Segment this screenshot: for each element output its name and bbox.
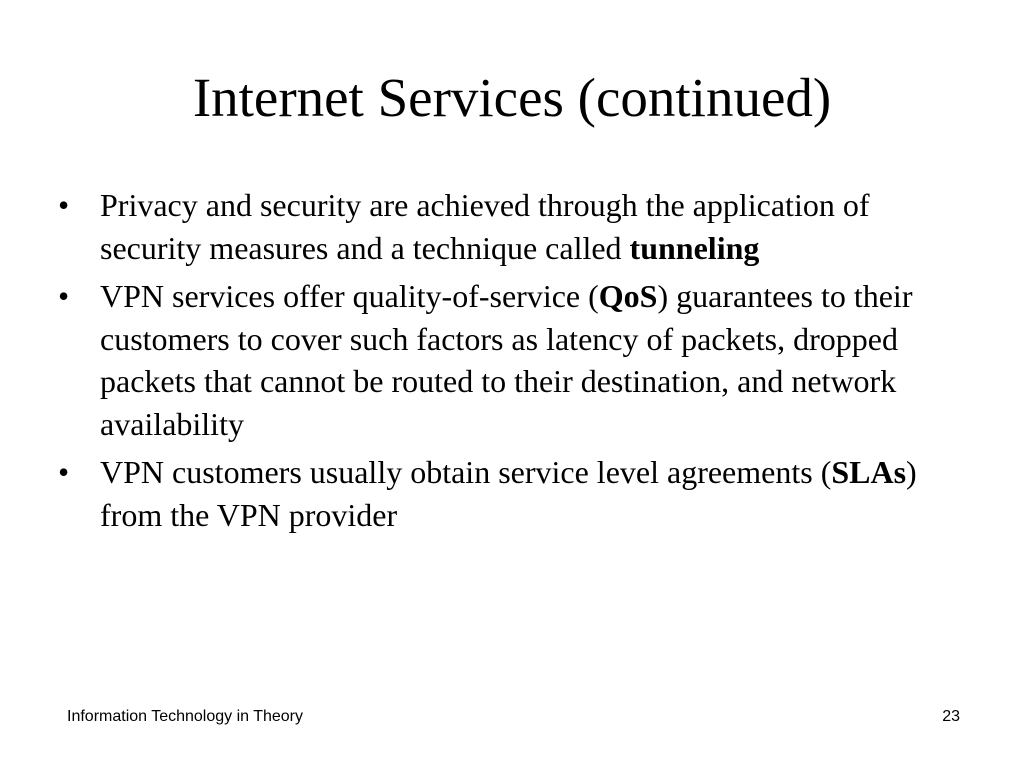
bullet-item xyxy=(58,451,978,536)
bullet-text-segment: ) from the VPN provider xyxy=(100,454,917,533)
bullet-keyword: tunneling xyxy=(629,229,760,266)
footer-course-title: Information Technology in Theory xyxy=(67,708,303,725)
page-number: 23 xyxy=(942,708,960,725)
bullet-text xyxy=(100,278,912,442)
bullet-marker: • xyxy=(58,454,70,490)
bullet-item xyxy=(58,184,978,269)
bullet-keyword: QoS xyxy=(598,278,658,314)
bullet-text-segment: VPN customers usually obtain service level agreements ( xyxy=(100,454,832,490)
bullet-text-segment: Privacy and security are achieved through the application of security measures and a technique called xyxy=(100,187,870,266)
bullet-list xyxy=(58,184,978,542)
bullet-text xyxy=(100,187,869,266)
bullet-text-segment: VPN services offer quality-of-service ( xyxy=(100,278,599,314)
slide-title: Internet Services (continued) xyxy=(192,67,832,128)
bullet-marker: • xyxy=(58,278,70,314)
bullet-marker: • xyxy=(58,187,70,223)
bullet-keyword: SLAs xyxy=(831,454,907,490)
bullet-item xyxy=(58,275,978,445)
bullet-text-segment: ) guarantees to their customers to cover such factors as latency of packets, dropped packets that cannot be routed to their destination, and network availability xyxy=(100,278,913,442)
bullet-text xyxy=(100,454,917,533)
